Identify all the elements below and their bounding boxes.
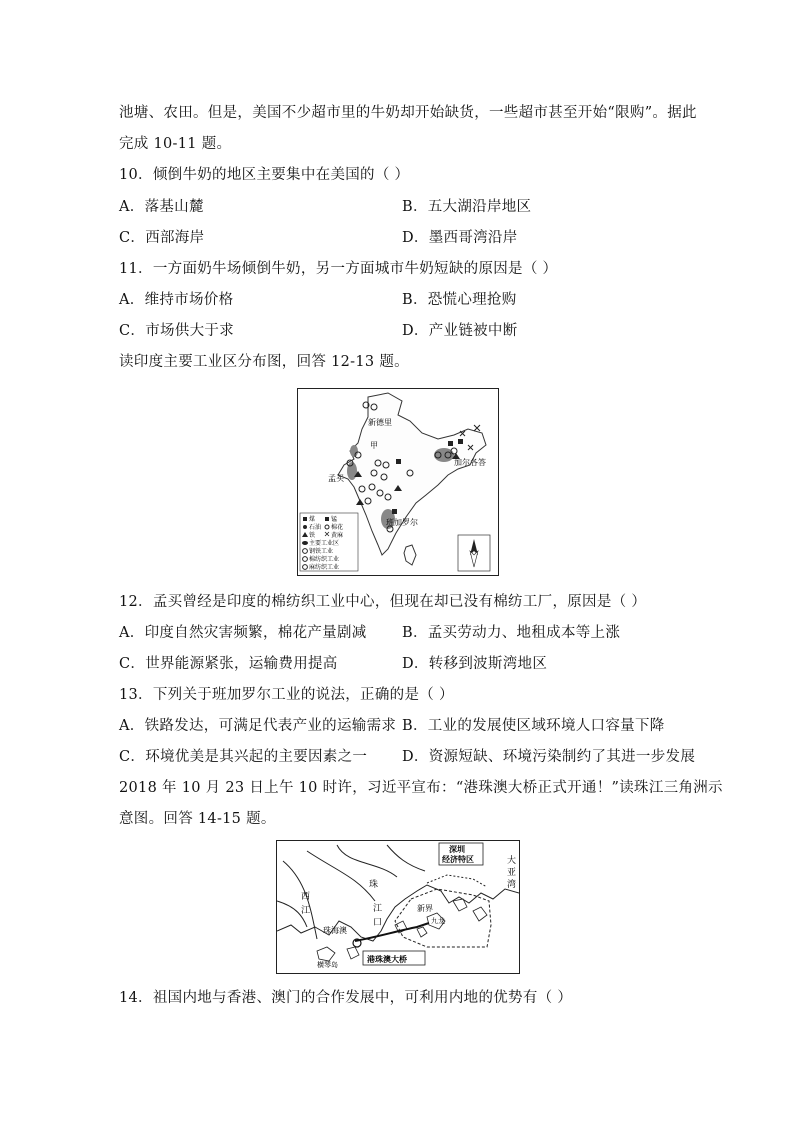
legend-cotton-textile: 棉纺织工业 (309, 556, 340, 563)
label-region-jia: 甲 (370, 441, 378, 450)
question-13-option-b: B．工业的发展使区域环境人口容量下降 (402, 718, 665, 734)
legend-oil: 石油 (309, 524, 322, 531)
intro-line-1: 池塘、农田。但是，美国不少超市里的牛奶却开始缺货，一些超市甚至开始“限购”。据此 (119, 105, 697, 121)
label-new-delhi: 新德里 (368, 418, 392, 427)
legend-industrial-zone: 主要工业区 (309, 540, 340, 547)
label-jiulong: 九龙 (431, 917, 445, 925)
map-legend (300, 513, 358, 571)
question-11-option-b: B．恐慌心理抢购 (402, 292, 517, 308)
question-11-stem: 11．一方面奶牛场倾倒牛奶，另一方面城市牛奶短缺的原因是（ ） (119, 261, 558, 277)
legend-jute: 黄麻 (331, 532, 344, 539)
sri-lanka-outline (404, 545, 416, 565)
label-xinjie: 新界 (417, 904, 433, 913)
question-12-option-a: A．印度自然灾害频繁，棉花产量剧减 (119, 625, 367, 641)
question-10-option-d: D．墨西哥湾沿岸 (402, 230, 518, 246)
compass-icon (458, 535, 490, 571)
label-bangalore: 班加罗尔 (386, 518, 418, 527)
legend-iron: 铁 (309, 532, 316, 539)
label-jiang: 江 (301, 906, 311, 916)
question-13-option-a: A．铁路发达，可满足代表产业的运输需求 (119, 718, 397, 734)
question-12-option-d: D．转移到波斯湾地区 (402, 656, 548, 672)
question-14-stem: 14．祖国内地与香港、澳门的合作发展中，可利用内地的优势有（ ） (119, 990, 573, 1006)
question-13-option-c: C．环境优美是其兴起的主要因素之一 (119, 749, 368, 765)
river-branch (387, 845, 425, 871)
question-13-option-d: D．资源短缺、环境污染制约了其进一步发展 (402, 749, 696, 765)
label-wan: 湾 (507, 880, 517, 890)
india-outline (338, 393, 486, 555)
manganese-symbol (396, 459, 401, 464)
legend-manganese: 锰 (331, 516, 338, 523)
label-zhuhai: 珠海 (323, 926, 339, 935)
label-xi: 西 (301, 892, 311, 902)
question-10-option-a: A．落基山麓 (119, 199, 204, 215)
news-line-1: 2018 年 10 月 23 日上午 10 时许，习近平宣布：“港珠澳大桥正式开通！”读珠江三角洲示 (119, 780, 723, 796)
industrial-zone-mumbai-north (350, 445, 358, 457)
label-ya: 亚 (507, 868, 517, 878)
coastline (277, 885, 519, 941)
label-sez: 经济特区 (442, 855, 474, 864)
news-line-2: 意图。回答 14-15 题。 (119, 811, 276, 827)
question-13-stem: 13．下列关于班加罗尔工业的说法，正确的是（ ） (119, 687, 454, 703)
coal-symbol (458, 439, 463, 444)
label-kou: 口 (373, 918, 383, 928)
legend-cotton: 棉花 (331, 524, 344, 531)
label-hengqin: 横琴岛 (317, 961, 338, 969)
question-11-option-d: D．产业链被中断 (402, 323, 518, 339)
legend-steel: 钢铁工业 (309, 548, 334, 555)
question-11-option-a: A．维持市场价格 (119, 292, 234, 308)
pearl-river-delta-map (276, 840, 520, 974)
coal-symbol (448, 441, 453, 446)
india-industry-map (297, 388, 499, 576)
label-bridge: 港珠澳大桥 (367, 955, 407, 964)
question-12-option-c: C．世界能源紧张，运输费用提高 (119, 656, 338, 672)
question-10-stem: 10．倾倒牛奶的地区主要集中在美国的（ ） (119, 167, 410, 183)
label-zhu: 珠 (369, 880, 379, 890)
legend-jute-textile: 麻纺织工业 (309, 564, 340, 571)
read-india-instruction: 读印度主要工业区分布图，回答 12-13 题。 (119, 354, 409, 370)
label-shenzhen: 深圳 (449, 845, 465, 854)
label-kolkata: 加尔各答 (454, 458, 486, 467)
hzm-bridge (355, 923, 429, 941)
label-mumbai: 孟买 (328, 474, 344, 483)
west-river (283, 861, 317, 939)
legend-coal: 煤 (309, 516, 316, 523)
shenzhen-boundary (427, 875, 487, 887)
river-branch (307, 851, 375, 901)
question-12-stem: 12．孟买曾经是印度的棉纺织工业中心，但现在却已没有棉纺工厂，原因是（ ） (119, 594, 647, 610)
label-jiang-2: 江 (373, 904, 383, 914)
question-11-option-c: C．市场供大于求 (119, 323, 234, 339)
river-branch (337, 845, 397, 877)
question-12-option-b: B．孟买劳动力、地租成本等上涨 (402, 625, 621, 641)
label-da: 大 (507, 856, 517, 866)
intro-line-2: 完成 10-11 题。 (119, 136, 232, 152)
question-10-option-b: B．五大湖沿岸地区 (402, 199, 532, 215)
manganese-symbol (392, 509, 397, 514)
question-10-option-c: C．西部海岸 (119, 230, 205, 246)
label-macau: 澳 (339, 926, 347, 935)
